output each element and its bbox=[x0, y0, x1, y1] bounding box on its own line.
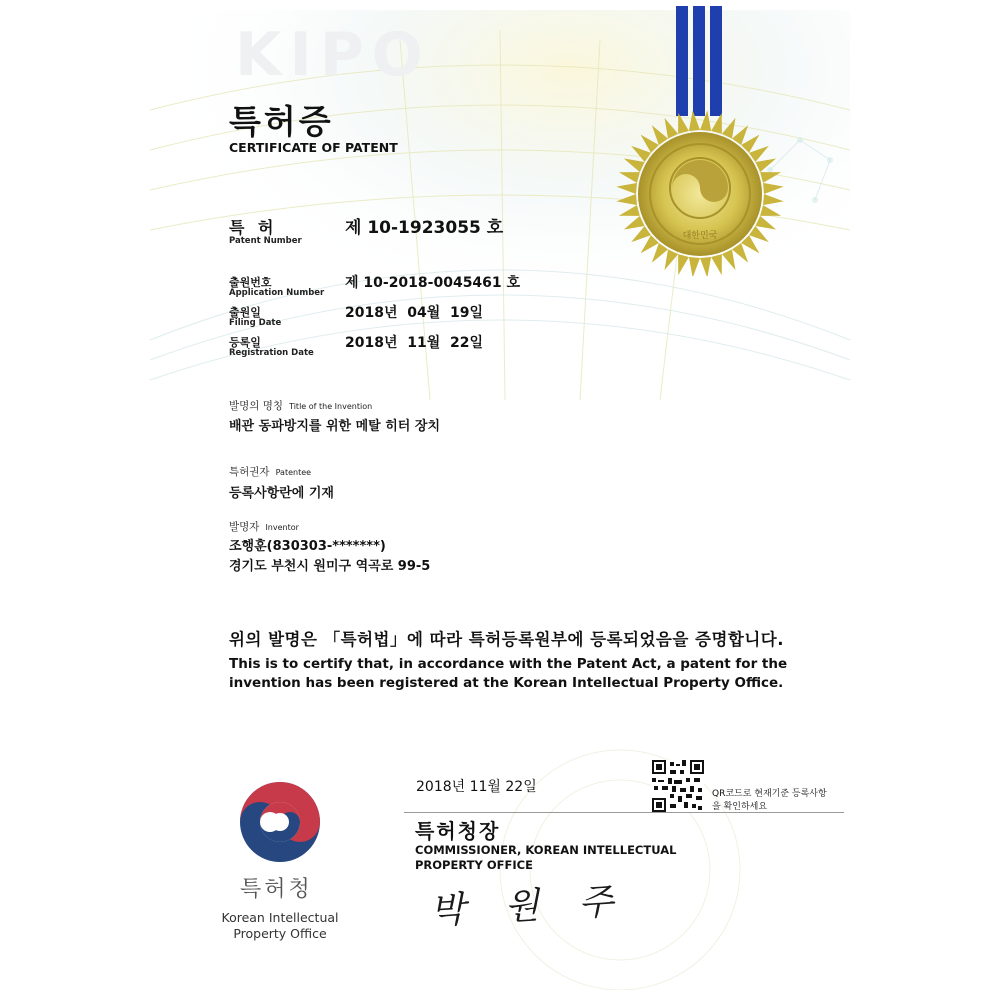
seal-ray bbox=[732, 243, 748, 263]
ribbon-stripe bbox=[710, 6, 722, 116]
office-name-en: Korean Intellectual Property Office bbox=[221, 910, 339, 941]
qr-note: QR코드로 현재기준 등록사항을 확인하세요 bbox=[712, 789, 827, 812]
ribbon-stripe bbox=[693, 6, 705, 116]
seal-ray bbox=[711, 254, 722, 275]
invention-title-label bbox=[229, 398, 372, 413]
seal-ray bbox=[755, 216, 776, 230]
seal-ray bbox=[711, 113, 722, 134]
seal-ray bbox=[749, 146, 769, 162]
seal-ray bbox=[652, 125, 668, 145]
issue-date: 2018년 11월 22일 bbox=[416, 779, 537, 795]
seal-ray bbox=[760, 205, 781, 216]
commissioner-title-ko: 특허청장 bbox=[415, 819, 501, 843]
seal-ray bbox=[665, 118, 679, 139]
certification-statement-ko: 위의 발명은 「특허법」에 따라 특허등록원부에 등록되었음을 증명합니다. bbox=[229, 630, 784, 649]
seal-ray bbox=[732, 125, 748, 145]
registration-date-label: 등록일 bbox=[229, 336, 261, 349]
invention-title-label-en: Title of the Invention bbox=[289, 402, 373, 411]
seal-ray bbox=[722, 118, 736, 139]
commissioner-signature: 박 원 주 bbox=[429, 880, 629, 933]
invention-title-label-ko: 발명의 명칭 bbox=[229, 400, 284, 412]
seal-ray bbox=[641, 135, 659, 153]
invention-title-value: 배관 동파방지를 위한 메탈 히터 장치 bbox=[229, 419, 440, 434]
seal-ray bbox=[665, 249, 679, 270]
filing-date-label: 출원일 bbox=[229, 306, 261, 319]
certificate-subtitle: CERTIFICATE OF PATENT bbox=[229, 140, 398, 155]
seal-ray bbox=[624, 216, 645, 230]
seal-ray bbox=[749, 226, 769, 242]
application-number-label-en: Application Number bbox=[229, 288, 325, 298]
seal-ray bbox=[641, 235, 659, 253]
filing-date-label-en: Filing Date bbox=[229, 318, 282, 328]
application-number-label: 출원번호 bbox=[229, 276, 272, 289]
application-number-value: 제 10-2018-0045461 호 bbox=[345, 275, 521, 291]
registration-date-value: 2018년 11월 22일 bbox=[345, 335, 483, 351]
seal-ray bbox=[755, 159, 776, 173]
patentee-label-ko: 특허권자 bbox=[229, 466, 270, 478]
seal-ray bbox=[678, 113, 689, 134]
inventor-label-en: Inventor bbox=[265, 523, 299, 532]
patent-number-value: 제 10-1923055 호 bbox=[345, 218, 504, 238]
taegeuk-logo-icon bbox=[236, 778, 324, 866]
seal-ray bbox=[741, 135, 759, 153]
seal-ray bbox=[678, 254, 689, 275]
seal-ray bbox=[689, 257, 700, 276]
patent-number-label-en: Patent Number bbox=[229, 236, 302, 246]
inventor-name: 조행훈(830303-*******) bbox=[229, 539, 386, 554]
patentee-value: 등록사항란에 기재 bbox=[229, 486, 334, 501]
patentee-label-en: Patentee bbox=[275, 468, 312, 477]
seal-ray bbox=[624, 159, 645, 173]
inventor-label-ko: 발명자 bbox=[229, 521, 260, 533]
gold-seal-emblem bbox=[612, 6, 788, 276]
certification-statement-en: This is to certify that, in accordance with the Patent Act, a patent for the invention has been registered at the Korean Intellectual Property Office. bbox=[229, 656, 788, 691]
seal-ray bbox=[631, 146, 651, 162]
seal-ray bbox=[631, 226, 651, 242]
seal-ray bbox=[616, 183, 637, 194]
seal-ray bbox=[763, 194, 784, 205]
seal-ray bbox=[741, 235, 759, 253]
registration-date-label-en: Registration Date bbox=[229, 348, 314, 358]
divider-line bbox=[404, 812, 844, 813]
certificate-title: 특허증 bbox=[229, 102, 334, 141]
seal-ray bbox=[616, 194, 637, 205]
seal-ray bbox=[652, 243, 668, 263]
seal-ray bbox=[722, 249, 736, 270]
qr-code-icon[interactable] bbox=[652, 760, 704, 812]
watermark-text: KIPO bbox=[235, 20, 431, 90]
seal-text: 대한민국 bbox=[682, 231, 718, 241]
filing-date-value: 2018년 04월 19일 bbox=[345, 305, 483, 321]
patent-number-label: 특 허 bbox=[229, 218, 278, 237]
seal-ray bbox=[763, 183, 784, 194]
commissioner-title-en: COMMISSIONER, KOREAN INTELLECTUAL PROPERTY OFFICE bbox=[415, 843, 677, 872]
office-name-ko: 특허청 bbox=[240, 877, 313, 902]
inventor-label bbox=[229, 519, 299, 534]
patentee-label bbox=[229, 464, 311, 479]
inventor-address: 경기도 부천시 원미구 역곡로 99-5 bbox=[229, 559, 431, 574]
seal-ray bbox=[619, 172, 640, 183]
seal-ray bbox=[700, 257, 711, 276]
seal-ray bbox=[760, 172, 781, 183]
ribbon-stripe bbox=[676, 6, 688, 116]
seal-ray bbox=[619, 205, 640, 216]
